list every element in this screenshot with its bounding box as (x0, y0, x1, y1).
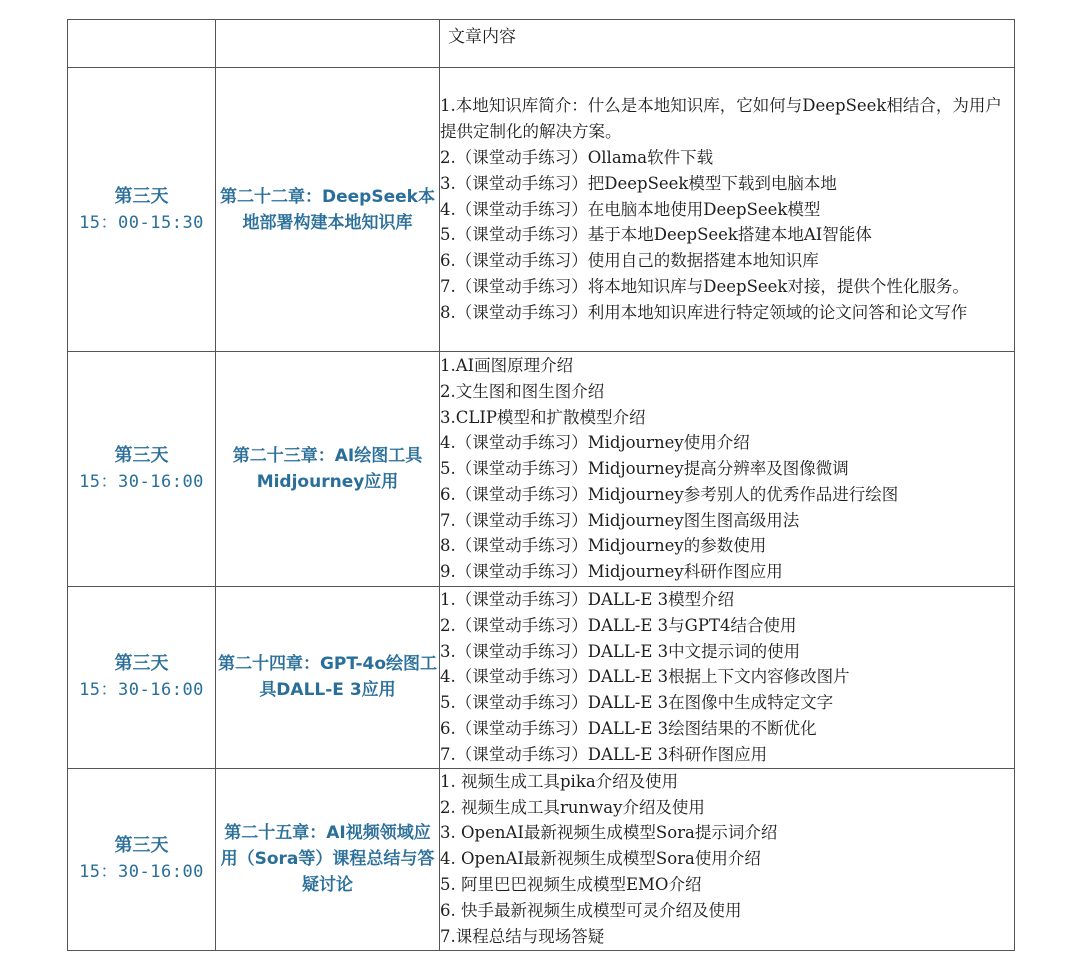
list-item: 3.CLIP模型和扩散模型介绍 (440, 407, 646, 427)
list-item: 1.（课堂动手练习）DALL-E 3模型介绍 (440, 590, 735, 609)
list-item: 2.文生图和图生图介绍 (440, 381, 605, 401)
time-label: 15：00-15:30 (79, 212, 204, 233)
list-item: 2. 视频生成工具runway介绍及使用 (440, 797, 705, 817)
content-list (440, 353, 1014, 585)
list-item: 8.（课堂动手练习）利用本地知识库进行特定领域的论文问答和论文写作 (440, 302, 968, 322)
list-item: 5.（课堂动手练习）Midjourney提高分辨率及图像微调 (440, 459, 849, 479)
day-label: 第三天 (114, 835, 169, 857)
chapter-cell (216, 68, 440, 352)
chapter-cell (216, 587, 440, 769)
list-item: 8.（课堂动手练习）Midjourney的参数使用 (440, 536, 767, 556)
table-header-row (68, 20, 1015, 68)
list-item: 4. OpenAI最新视频生成模型Sora使用介绍 (440, 849, 761, 869)
header-day-cell (68, 20, 216, 68)
table-row (68, 587, 1015, 769)
chapter-title: 第二十五章：AI视频领域应用（Sora等）课程总结与答疑讨论 (220, 823, 435, 896)
content-list (440, 769, 1014, 950)
chapter-cell (216, 352, 440, 587)
day-label: 第三天 (114, 653, 169, 675)
list-item: 3.（课堂动手练习）把DeepSeek模型下载到电脑本地 (440, 173, 837, 193)
chapter-title: 第二十三章：AI绘图工具Midjourney应用 (232, 446, 423, 492)
list-item: 4.（课堂动手练习）Midjourney使用介绍 (440, 433, 750, 453)
table-row (68, 768, 1015, 950)
day-label: 第三天 (114, 185, 169, 207)
list-item: 7.（课堂动手练习）Midjourney图生图高级用法 (440, 510, 800, 530)
list-item: 3.（课堂动手练习）DALL-E 3中文提示词的使用 (440, 641, 801, 661)
chapter-title: 第二十二章：DeepSeek本地部署构建本地知识库 (220, 186, 435, 233)
day-label: 第三天 (114, 445, 169, 466)
list-item: 6. 快手最新视频生成模型可灵介绍及使用 (440, 900, 742, 920)
list-item: 6.（课堂动手练习）DALL-E 3绘图结果的不断优化 (440, 718, 817, 738)
content-cell (440, 352, 1015, 587)
day-cell (68, 587, 216, 769)
list-item: 5.（课堂动手练习）DALL-E 3在图像中生成特定文字 (440, 693, 834, 713)
time-label: 15：30-16:00 (79, 862, 204, 883)
chapter-cell (216, 768, 440, 950)
list-item: 9.（课堂动手练习）Midjourney科研作图应用 (440, 562, 783, 582)
course-schedule-table (67, 19, 1015, 951)
list-item: 7.（课堂动手练习）将本地知识库与DeepSeek对接，提供个性化服务。 (440, 276, 969, 296)
list-item: 2.（课堂动手练习）Ollama软件下载 (440, 148, 714, 167)
table-row (68, 352, 1015, 587)
content-list (440, 587, 1014, 768)
header-content-label: 文章内容 (440, 20, 1015, 68)
list-item: 2.（课堂动手练习）DALL-E 3与GPT4结合使用 (440, 615, 797, 635)
list-item: 4.（课堂动手练习）在电脑本地使用DeepSeek模型 (440, 199, 821, 219)
day-cell (68, 352, 216, 587)
day-cell (68, 68, 216, 352)
list-item: 6.（课堂动手练习）使用自己的数据搭建本地知识库 (440, 251, 819, 271)
list-item: 7.（课堂动手练习）DALL-E 3科研作图应用 (440, 744, 768, 764)
header-chapter-cell (216, 20, 440, 68)
list-item: 4.（课堂动手练习）DALL-E 3根据上下文内容修改图片 (440, 667, 850, 687)
list-item: 1.AI画图原理介绍 (440, 355, 574, 375)
content-cell (440, 768, 1015, 950)
content-cell (440, 68, 1015, 352)
content-cell (440, 587, 1015, 769)
chapter-title: 第二十四章：GPT-4o绘图工具DALL-E 3应用 (217, 654, 438, 701)
list-item: 3. OpenAI最新视频生成模型Sora提示词介绍 (440, 823, 778, 843)
list-item: 1.本地知识库简介：什么是本地知识库，它如何与DeepSeek相结合，为用户提供定制化的解决方案。 (440, 96, 1002, 142)
list-item: 6.（课堂动手练习）Midjourney参考别人的优秀作品进行绘图 (440, 484, 899, 504)
time-label: 15：30-16:00 (79, 472, 204, 492)
time-label: 15：30-16:00 (79, 680, 204, 701)
list-item: 7.课程总结与现场答疑 (440, 926, 605, 946)
list-item: 1. 视频生成工具pika介绍及使用 (440, 771, 679, 791)
content-list (440, 93, 1014, 325)
day-cell (68, 768, 216, 950)
list-item: 5.（课堂动手练习）基于本地DeepSeek搭建本地AI智能体 (440, 225, 872, 245)
list-item: 5. 阿里巴巴视频生成模型EMO介绍 (440, 874, 702, 894)
table-row (68, 68, 1015, 352)
